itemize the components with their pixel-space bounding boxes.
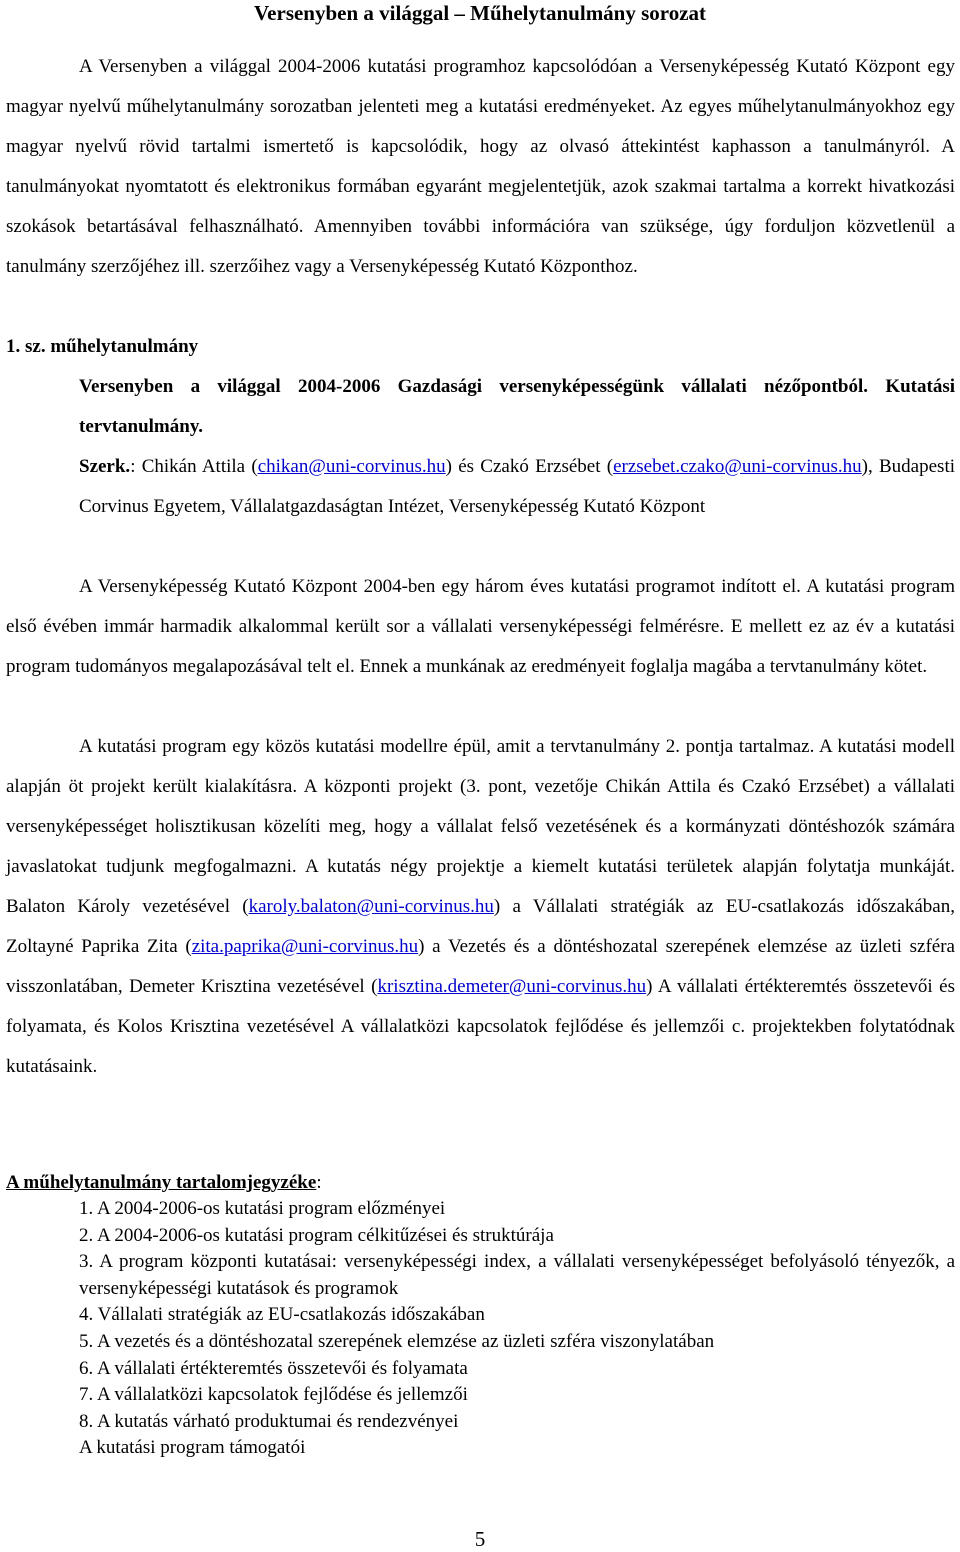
toc-item: 6. A vállalati értékteremtés összetevői és folyamata — [79, 1357, 468, 1379]
toc-item: 8. A kutatás várható produktumai és rendezvényei — [79, 1410, 459, 1432]
intro-paragraph: A Versenyben a világgal 2004-2006 kutatási programhoz kapcsolódóan a Versenyképesség Kutató Központ egy magyar nyelvű műhelytanulmány sorozatban jelenteti meg a kutatási eredményeket. Az egyes műhelytanulmányokhoz egy magyar nyelvű rövid tartalmi ismertető is kapcsolódik, hogy az olvasó áttekintést kaphasson a tanulmányról. A tanulmányokat nyomtatott és elektronikus formában egyaránt megjelentetjük, azok szakmai tartalma a korrekt hivatkozási szokások betartásával felhasználható. Amennyiben további információra van szüksége, úgy forduljon közvetlenül a tanulmány szerzőjéhez ill. szerzőihez vagy a Versenyképesség Kutató Központhoz. — [6, 56, 955, 277]
page-number: 5 — [474, 1527, 486, 1551]
model-text-1: A kutatási program egy közös kutatási modellre épül, amit a tervtanulmány 2. pontja tartalmaz. A kutatási modell alapján öt projekt került kialakításra. A központi projekt (3. pont, vezetője Chikán Attila és Czakó Erzsébet) a vállalati versenyképességet holisztikusan közelíti meg, hogy a vállalat felső vezetésének és a kormányzati döntéshozók számára javaslatokat tudjunk megfogalmazni. A kutatás négy projektje a kiemelt kutatási területek alapján folytatja munkáját. Balaton Károly vezetésével ( — [6, 736, 955, 917]
editors-line — [79, 447, 955, 527]
email-link-chikan[interactable]: chikan@uni-corvinus.hu — [257, 456, 446, 477]
toc-item: 2. A 2004-2006-os kutatási program célkitűzései és struktúrája — [79, 1224, 554, 1246]
toc-item: 4. Vállalati stratégiák az EU-csatlakozás időszakában — [79, 1304, 485, 1326]
model-text-3: ) a Vezetés és a döntéshozatal szerepének elemzése az üzleti szféra visszonlatában, Demeter Krisztina vezetésével ( — [6, 936, 955, 997]
editors-sep: : Chikán Attila ( — [130, 456, 258, 477]
email-link-balaton[interactable]: karoly.balaton@uni-corvinus.hu — [248, 896, 494, 917]
page-title: Versenyben a világgal – Műhelytanulmány sorozat — [253, 1, 707, 25]
study-title: Versenyben a világgal 2004-2006 Gazdasági versenyképességünk vállalati nézőpontból. Kutatási tervtanulmány. — [79, 376, 955, 437]
toc-item: 3. A program központi kutatásai: versenyképességi index, a vállalati versenyképességet befolyásoló tényezők, a versenyképességi kutatások és programok — [79, 1251, 955, 1299]
model-text-2: ) a Vállalati stratégiák az EU-csatlakozás időszakában, Zoltayné Paprika Zita ( — [6, 896, 955, 957]
editors-label: Szerk. — [79, 456, 131, 477]
model-paragraph — [6, 727, 955, 1087]
email-link-czako[interactable]: erzsebet.czako@uni-corvinus.hu — [613, 456, 862, 477]
toc-item: A kutatási program támogatói — [79, 1437, 306, 1459]
toc-heading-text: A műhelytanulmány tartalomjegyzéke — [6, 1172, 317, 1193]
toc-item: 5. A vezetés és a döntéshozatal szerepének elemzése az üzleti szféra viszonylatában — [79, 1330, 715, 1352]
toc-item: 7. A vállalatközi kapcsolatok fejlődése és jellemzői — [79, 1384, 468, 1406]
program-paragraph: A Versenyképesség Kutató Központ 2004-ben egy három éves kutatási programot indított el. A kutatási program első évében immár harmadik alkalommal került sor a vállalati versenyképességi felmérésre. E mellett ez az év a kutatási program tudományos megalapozásával telt el. Ennek a munkának az eredményeit foglalja magába a tervtanulmány kötet. — [6, 576, 955, 677]
email-link-paprika[interactable]: zita.paprika@uni-corvinus.hu — [191, 936, 419, 957]
model-text-4: ) A vállalati értékteremtés összetevői és folyamata, és Kolos Krisztina vezetésével A vállalatközi kapcsolatok fejlődése és jellemzői c. projektekben folytatódnak kutatásaink. — [6, 976, 955, 1077]
editors-tail: ), Budapesti Corvinus Egyetem, Vállalatgazdaságtan Intézet, Versenyképesség Kutató Központ — [79, 456, 955, 517]
toc-heading — [6, 1170, 322, 1196]
editors-mid: ) és Czakó Erzsébet ( — [445, 456, 614, 477]
series-label: 1. sz. műhelytanulmány — [6, 336, 199, 357]
toc-list — [79, 1196, 955, 1462]
email-link-demeter[interactable]: krisztina.demeter@uni-corvinus.hu — [377, 976, 647, 997]
toc-heading-colon: : — [316, 1172, 322, 1193]
toc-item: 1. A 2004-2006-os kutatási program előzményei — [79, 1198, 446, 1219]
